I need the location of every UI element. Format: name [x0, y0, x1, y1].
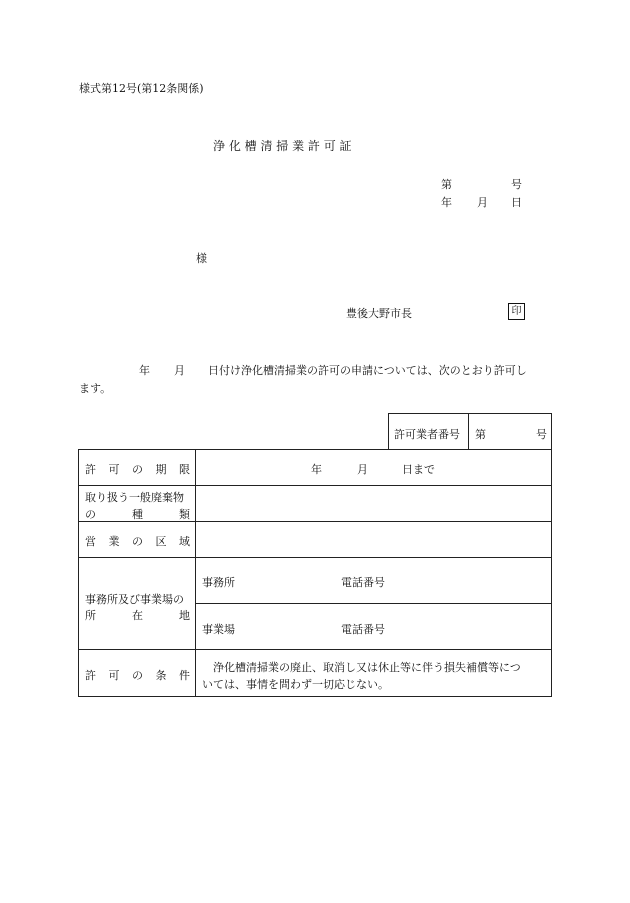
location-label-line1: 事務所及び事業場の [85, 593, 184, 606]
permit-number-suffix: 号 [536, 428, 547, 441]
waste-type-label-char: の [85, 508, 96, 521]
application-month: 月 [174, 364, 185, 377]
period-until: 日まで [402, 463, 435, 476]
waste-type-label-char: 類 [179, 508, 190, 521]
business-area-label [85, 533, 190, 549]
permission-statement-line2: ます。 [79, 382, 112, 395]
business-area-label-char: 域 [179, 535, 190, 548]
certificate-number-suffix: 号 [511, 178, 522, 191]
issue-date-day: 日 [511, 196, 522, 209]
period-year: 年 [311, 463, 322, 476]
issue-date-year: 年 [441, 196, 452, 209]
addressee-honorific: 様 [196, 252, 207, 265]
business-area-label-char: 業 [108, 535, 120, 548]
row-divider-3 [78, 557, 552, 558]
business-area-label-char: 区 [155, 535, 167, 548]
seal-mark: 印 [508, 303, 525, 320]
issue-date-month: 月 [477, 196, 488, 209]
period-month: 月 [357, 463, 368, 476]
conditions-label-char: 可 [108, 669, 120, 682]
business-area-label-char: の [132, 535, 143, 548]
row-divider-1 [78, 485, 552, 486]
row-divider-5 [78, 649, 552, 650]
table-column-divider [195, 449, 196, 697]
site-phone-label: 電話番号 [341, 623, 385, 636]
row-divider-4-inner [195, 603, 552, 604]
period-label [85, 461, 190, 477]
waste-type-label-line1: 取り扱う一般廃棄物 [85, 491, 184, 504]
issuer-name: 豊後大野市長 [346, 307, 412, 320]
office-label: 事務所 [202, 576, 235, 589]
period-label-char: 期 [155, 463, 167, 476]
conditions-text-line1: 浄化槽清掃業の廃止、取消し又は休止等に伴う損失補償等につ [213, 661, 521, 674]
site-label: 事業場 [202, 623, 235, 636]
conditions-label-char: 許 [85, 669, 96, 682]
location-label-line2 [85, 607, 190, 623]
waste-type-label-char: 種 [132, 508, 143, 521]
conditions-label [85, 667, 190, 683]
conditions-label-char: 条 [155, 669, 167, 682]
location-label-char: 所 [85, 609, 96, 622]
certificate-number-prefix: 第 [441, 178, 452, 191]
location-label-char: 在 [132, 609, 143, 622]
application-year: 年 [139, 364, 150, 377]
permit-number-divider [468, 413, 469, 450]
permission-statement-line1: 日付け浄化槽清掃業の許可の申請については、次のとおり許可し [208, 364, 527, 377]
form-number: 様式第12号(第12条関係) [79, 82, 204, 95]
permit-number-prefix: 第 [475, 428, 486, 441]
period-label-char: 許 [85, 463, 96, 476]
location-label-char: 地 [179, 609, 190, 622]
waste-type-label-line2 [85, 506, 190, 522]
period-label-char: 限 [179, 463, 190, 476]
document-title: 浄 化 槽 清 掃 業 許 可 証 [213, 139, 352, 153]
period-label-char: の [132, 463, 143, 476]
business-area-label-char: 営 [85, 535, 96, 548]
permit-number-label: 許可業者番号 [394, 428, 460, 441]
conditions-text-line2: いては、事情を問わず一切応じない。 [202, 678, 389, 691]
office-phone-label: 電話番号 [341, 576, 385, 589]
conditions-label-char: 件 [179, 669, 190, 682]
conditions-label-char: の [132, 669, 143, 682]
period-label-char: 可 [108, 463, 120, 476]
